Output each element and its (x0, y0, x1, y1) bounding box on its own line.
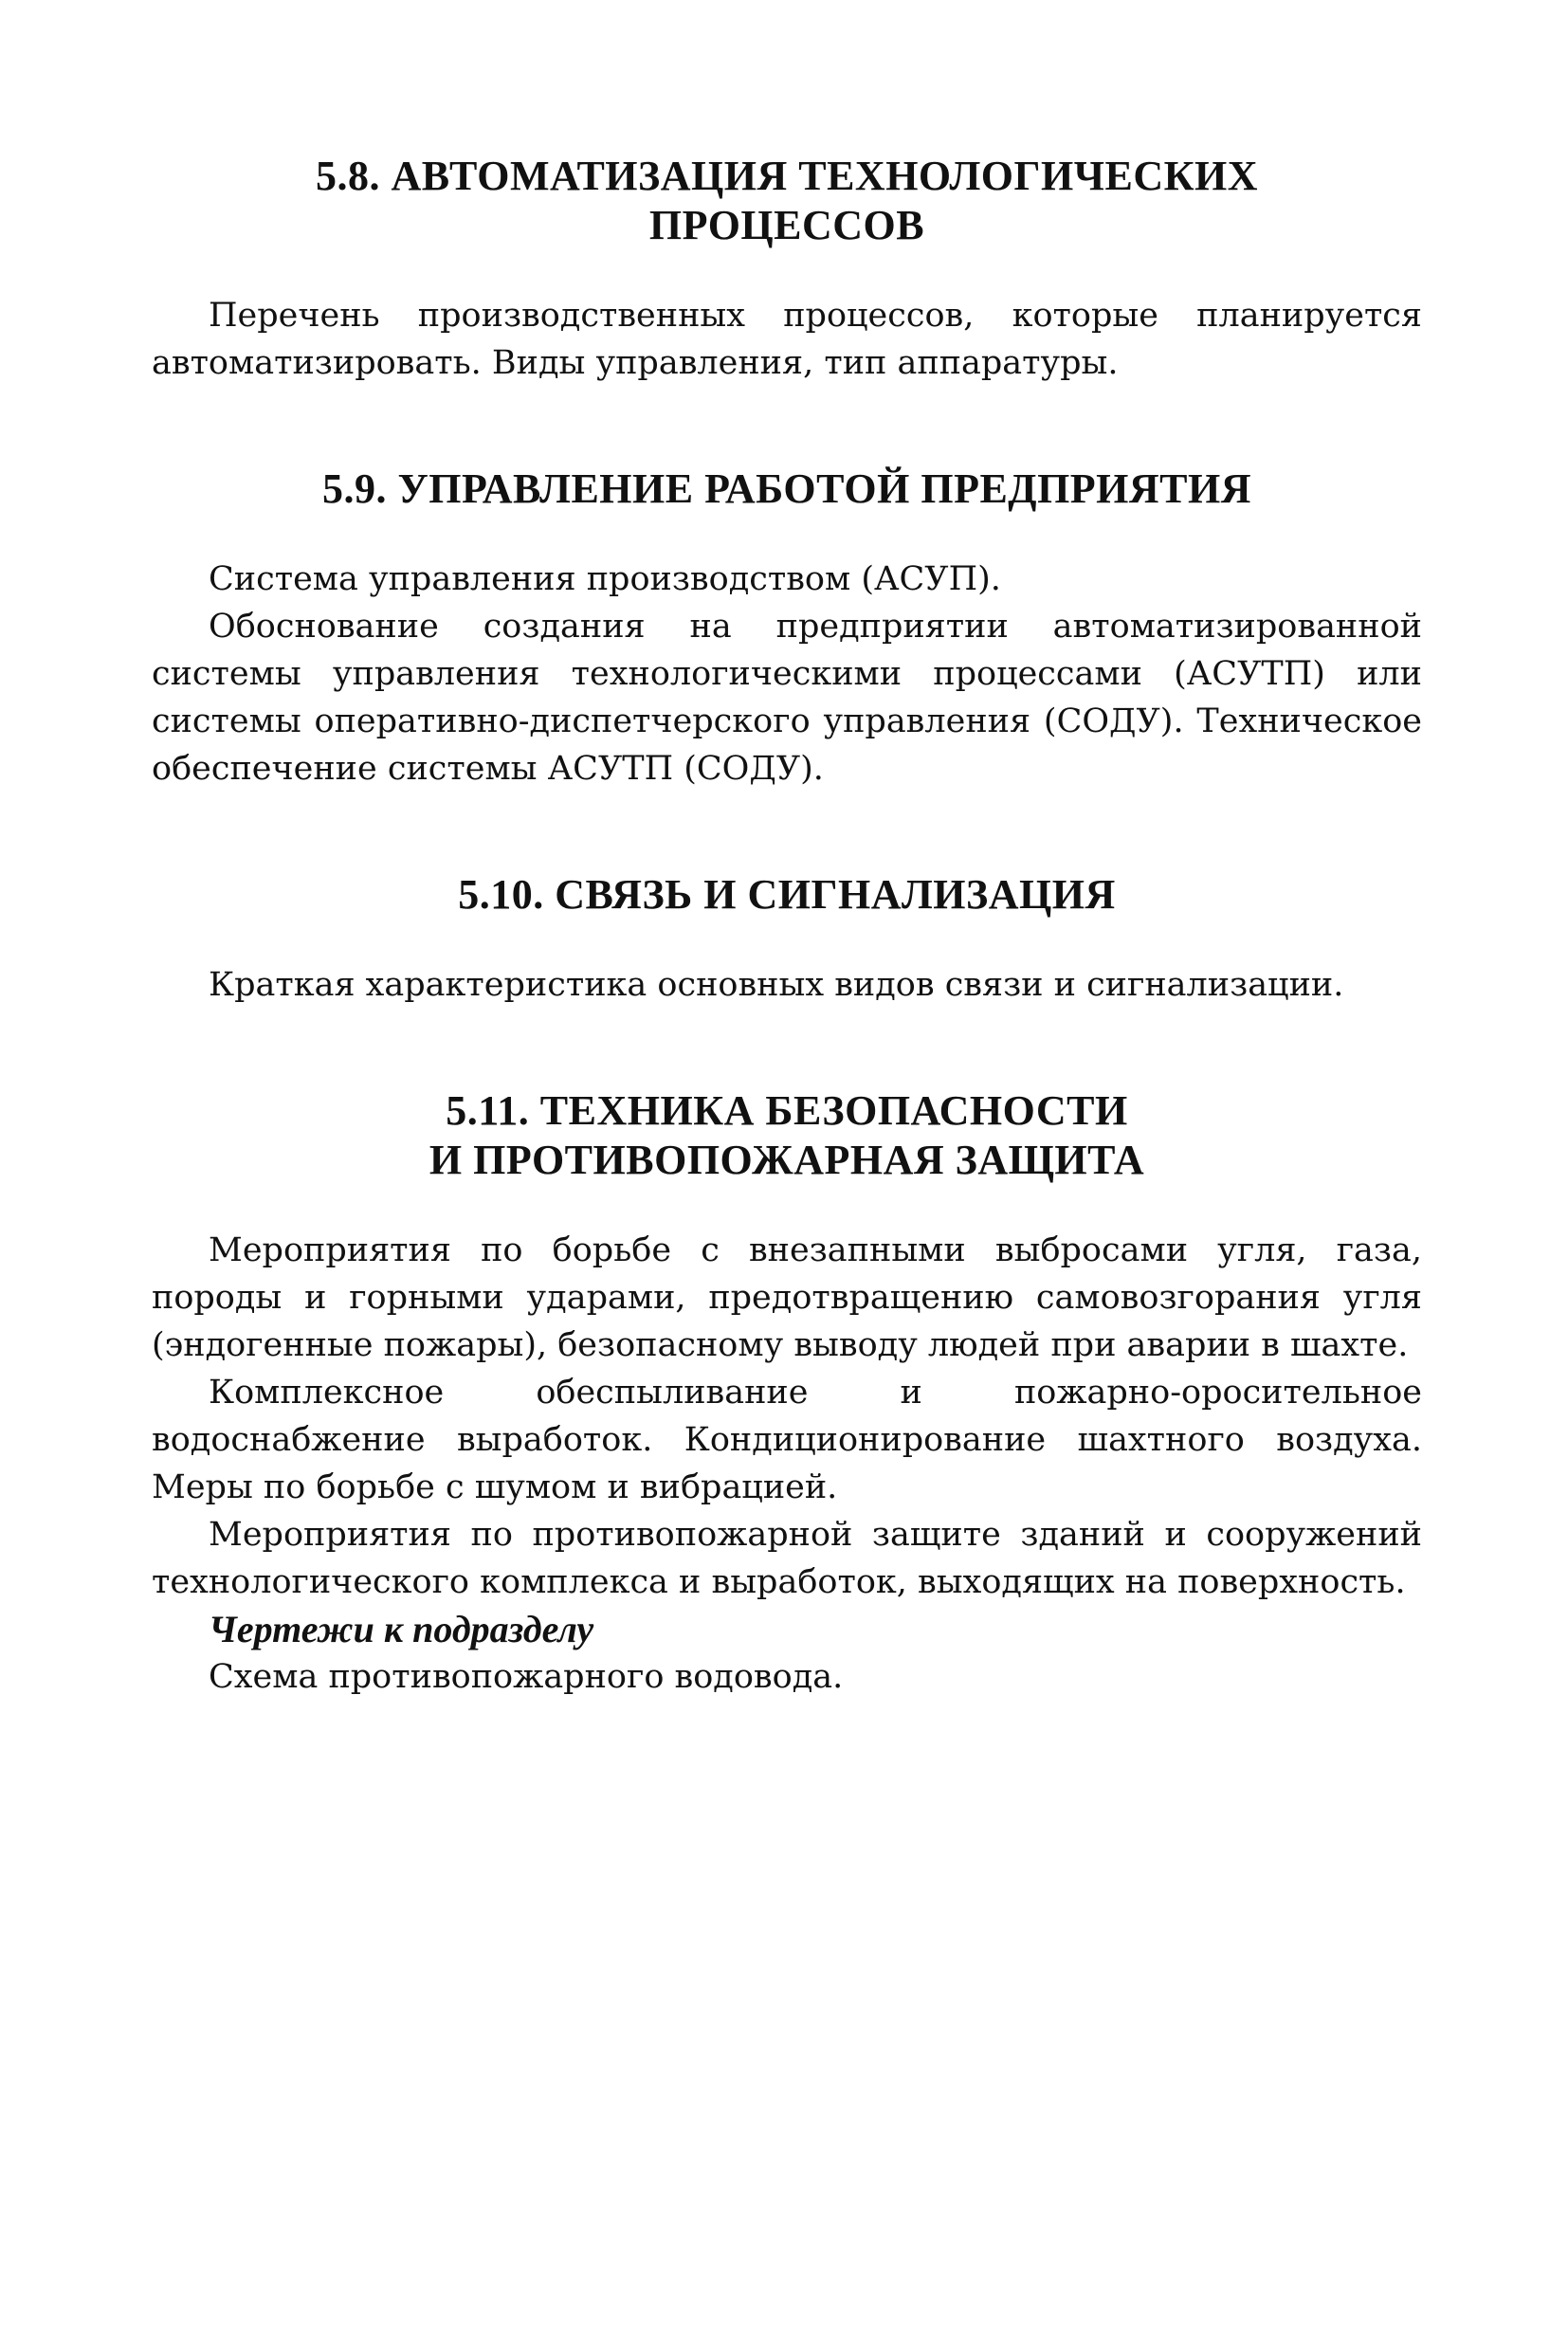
section-heading-line: И ПРОТИВОПОЖАРНАЯ ЗАЩИТА (428, 1137, 1145, 1183)
section-heading-line: ПРОЦЕССОВ (648, 202, 925, 248)
section-5-10 (152, 870, 1422, 1009)
paragraph: Мероприятия по борьбе с внезапными выбросами угля, газа, породы и горными ударами, предотвращению самовозгорания угля (эндогенные пожары), безопасному выводу людей при аварии в шахте. (152, 1231, 1422, 1364)
paragraph: Система управления производством (АСУП). (209, 560, 1001, 598)
paragraph: Комплексное обеспыливание и пожарно-оросительное водоснабжение выработок. Кондиционирование шахтного воздуха. Меры по борьбе с шумом и вибрацией. (152, 1374, 1422, 1506)
paragraph: Схема противопожарного водовода. (209, 1658, 844, 1696)
section-heading-line: 5.9. УПРАВЛЕНИЕ РАБОТОЙ ПРЕДПРИЯТИЯ (321, 465, 1252, 512)
paragraph: Обоснование создания на предприятии автоматизированной системы управления технологическими процессами (АСУТП) или системы оперативно-диспетчерского управления (СОДУ). Техническое обеспечение системы АСУТП (СОДУ). (152, 608, 1422, 788)
section-5-11 (152, 1086, 1422, 1701)
section-heading-line: 5.11. ТЕХНИКА БЕЗОПАСНОСТИ (446, 1087, 1128, 1134)
section-5-8 (152, 152, 1422, 387)
section-heading-line: 5.8. АВТОМАТИЗАЦИЯ ТЕХНОЛОГИЧЕСКИХ (315, 153, 1259, 199)
paragraph: Мероприятия по противопожарной защите зданий и сооружений технологического комплекса и выработок, выходящих на поверхность. (152, 1516, 1422, 1601)
paragraph: Краткая характеристика основных видов связи и сигнализации. (209, 966, 1344, 1004)
page-content (152, 152, 1422, 1701)
drawings-subheading: Чертежи к подразделу (209, 1608, 594, 1650)
section-heading-line: 5.10. СВЯЗЬ И СИГНАЛИЗАЦИЯ (458, 871, 1116, 918)
section-5-9 (152, 465, 1422, 793)
paragraph: Перечень производственных процессов, которые планируется автоматизировать. Виды управления, тип аппаратуры. (152, 297, 1422, 382)
